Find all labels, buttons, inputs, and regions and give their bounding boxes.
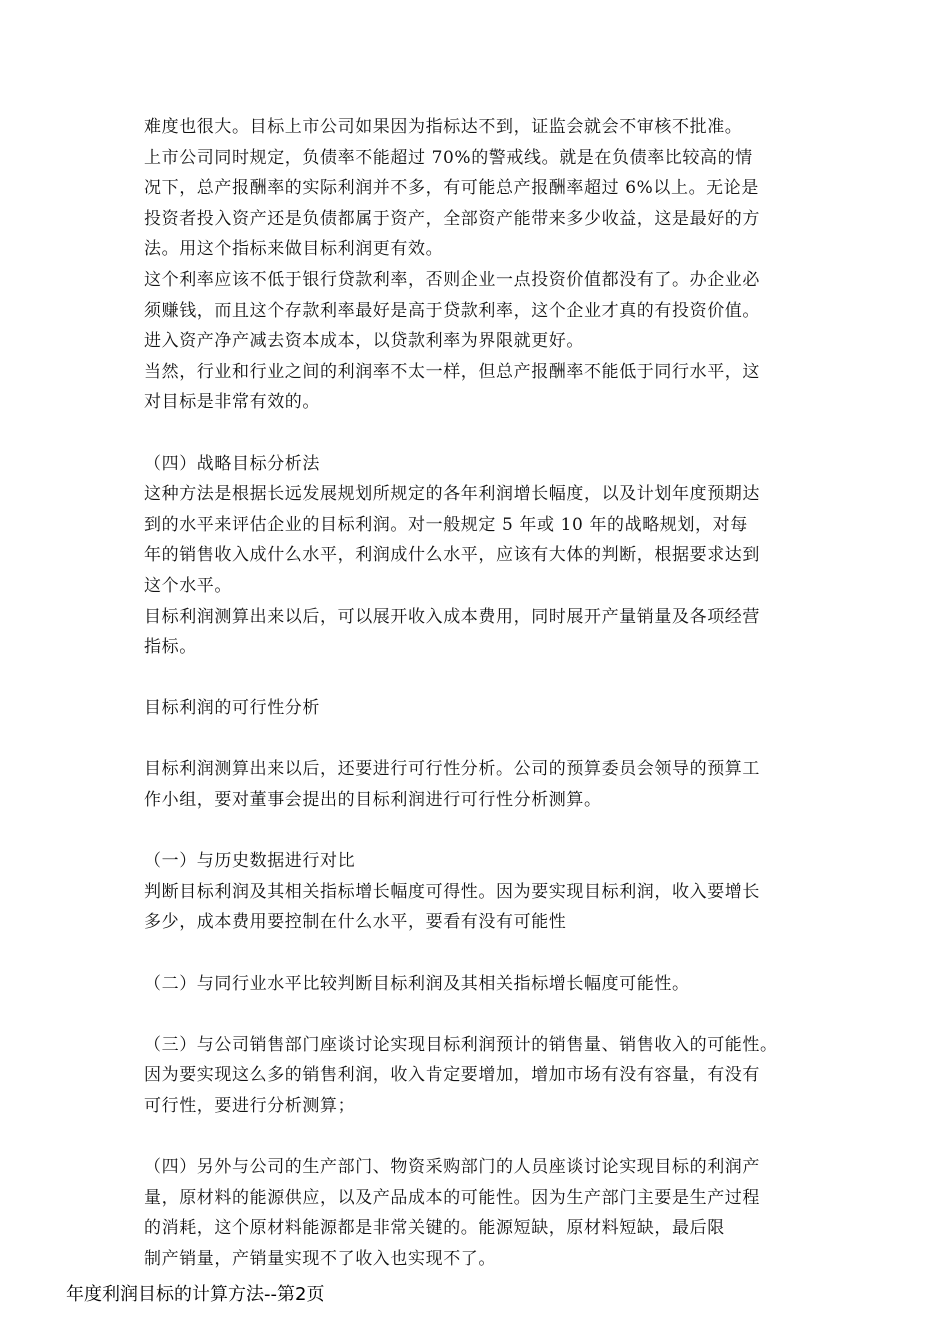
text-line: 上市公司同时规定，负债率不能超过 70%的警戒线。就是在负债率比较高的情 (144, 147, 753, 168)
text-line: 作小组，要对董事会提出的目标利润进行可行性分析测算。 (144, 790, 602, 811)
paragraph-gap (144, 418, 809, 449)
text-line: 进入资产净产减去资本成本，以贷款利率为界限就更好。 (144, 331, 584, 352)
text-line: 这种方法是根据长远发展规划所规定的各年利润增长幅度，以及计划年度预期达 (144, 484, 760, 505)
text-line: 多少，成本费用要控制在什么水平，要看有没有可能性 (144, 912, 567, 933)
document-body (144, 112, 809, 1275)
text-line: （四）另外与公司的生产部门、物资采购部门的人员座谈讨论实现目标的利润产 (144, 1157, 760, 1178)
text-line: （三）与公司销售部门座谈讨论实现目标利润预计的销售量、销售收入的可能性。 (144, 1034, 778, 1055)
paragraph-gap (144, 816, 809, 847)
text-line: 可行性，要进行分析测算； (144, 1096, 356, 1116)
text-line: 制产销量，产销量实现不了收入也实现不了。 (144, 1248, 496, 1269)
text-line: 这个利率应该不低于银行贷款利率，否则企业一点投资价值都没有了。办企业必 (144, 269, 760, 290)
text-line: 须赚钱，而且这个存款利率最好是高于贷款利率，这个企业才真的有投资价值。 (144, 300, 760, 321)
text-line: 难度也很大。目标上市公司如果因为指标达不到，证监会就会不审核不批准。 (144, 117, 743, 137)
paragraph-gap (144, 663, 809, 694)
text-line: 目标利润测算出来以后，还要进行可行性分析。公司的预算委员会领导的预算工 (144, 759, 760, 780)
section-heading: （四）战略目标分析法 (144, 453, 320, 474)
text-line: 对目标是非常有效的。 (144, 392, 320, 413)
paragraph-gap (144, 938, 809, 969)
text-line: 况下，总产报酬率的实际利润并不多，有可能总产报酬率超过 6%以上。无论是 (144, 178, 759, 199)
paragraph-gap (144, 724, 809, 755)
text-line: 指标。 (144, 637, 197, 658)
paragraph-gap (144, 1122, 809, 1153)
text-line: 到的水平来评估企业的目标利润。对一般规定 5 年或 10 年的战略规划，对每 (144, 514, 748, 535)
page-footer: 年度利润目标的计算方法--第2页 (66, 1284, 325, 1305)
text-line: 判断目标利润及其相关指标增长幅度可得性。因为要实现目标利润，收入要增长 (144, 881, 760, 902)
text-line: 因为要实现这么多的销售利润，收入肯定要增加，增加市场有没有容量，有没有 (144, 1065, 760, 1086)
text-line: 投资者投入资产还是负债都属于资产，全部资产能带来多少收益，这是最好的方 (144, 208, 760, 229)
text-line: 量，原材料的能源供应，以及产品成本的可能性。因为生产部门主要是生产过程 (144, 1187, 760, 1208)
section-heading: （一）与历史数据进行对比 (144, 851, 356, 872)
text-line: 年的销售收入成什么水平，利润成什么水平，应该有大体的判断，根据要求达到 (144, 545, 760, 566)
text-line: 法。用这个指标来做目标利润更有效。 (144, 239, 444, 260)
text-line: 目标利润测算出来以后，可以展开收入成本费用，同时展开产量销量及各项经营 (144, 606, 760, 627)
section-heading: 目标利润的可行性分析 (144, 698, 320, 719)
text-line: （二）与同行业水平比较判断目标利润及其相关指标增长幅度可能性。 (144, 973, 690, 994)
text-line: 的消耗，这个原材料能源都是非常关键的。能源短缺，原材料短缺，最后限 (144, 1218, 725, 1239)
text-line: 当然，行业和行业之间的利润率不太一样，但总产报酬率不能低于同行水平，这 (144, 361, 760, 382)
paragraph-gap (144, 999, 809, 1030)
text-line: 这个水平。 (144, 575, 232, 596)
